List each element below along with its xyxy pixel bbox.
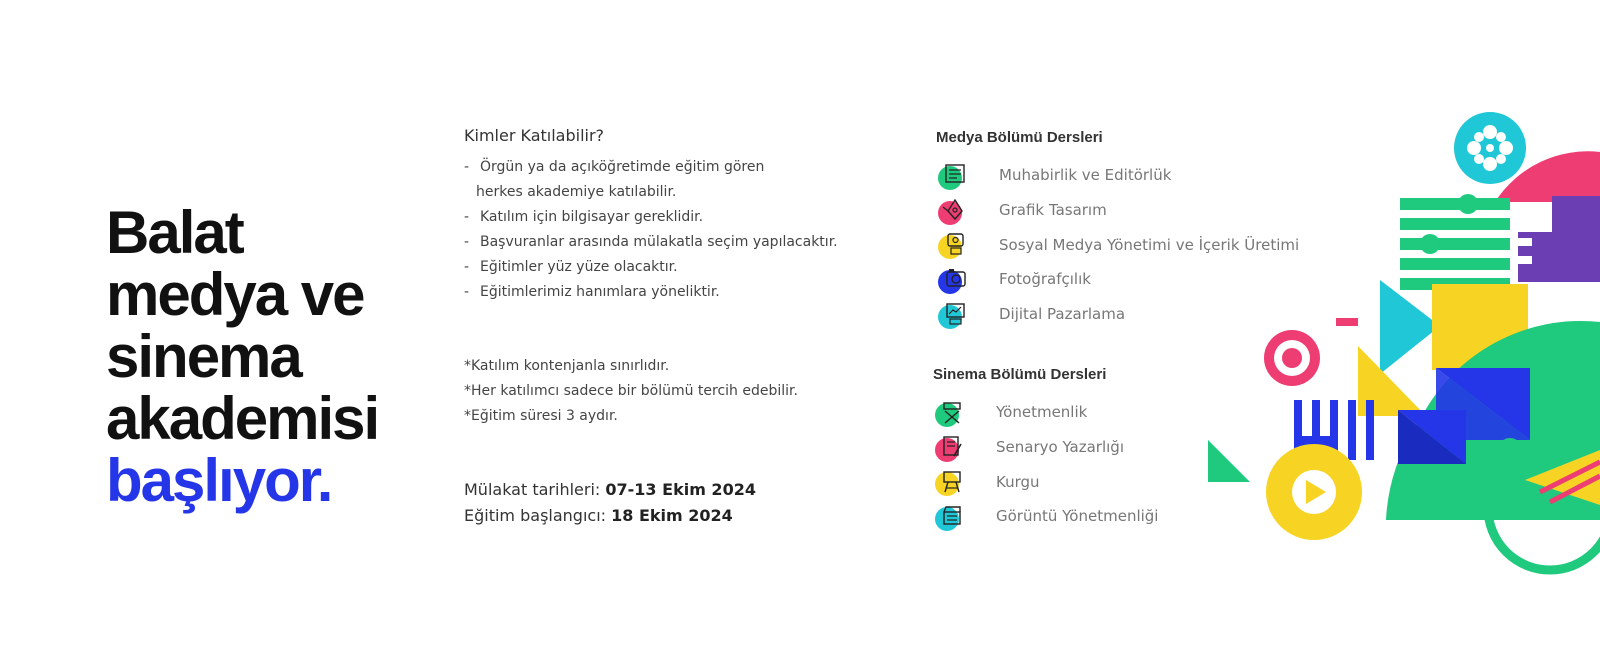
course-label: Sosyal Medya Yönetimi ve İçerik Üretimi <box>999 235 1300 254</box>
note-text: *Her katılımcı sadece bir bölümü tercih edebilir. <box>464 383 798 399</box>
start-label: Eğitim başlangıcı: <box>464 506 607 525</box>
list-item <box>464 280 894 305</box>
headline-line: Balat <box>106 199 243 266</box>
course-label: Fotoğrafçılık <box>999 270 1091 289</box>
list-item <box>464 155 894 205</box>
start-value: 18 Ekim 2024 <box>611 506 733 525</box>
eligibility-title: Kimler Katılabilir? <box>464 126 605 145</box>
clapperboard-icon <box>932 503 966 531</box>
interview-label: Mülakat tarihleri: <box>464 480 601 499</box>
eligibility-list <box>464 155 894 305</box>
course-label: Grafik Tasarım <box>999 201 1107 220</box>
bullet-dash: - <box>464 159 470 175</box>
list-item-text: Başvuranlar arasında mülakatla seçim yapılacaktır. <box>480 234 838 250</box>
list-item <box>464 230 894 255</box>
bullet-dash: - <box>464 259 470 275</box>
stripes-block <box>1400 194 1510 292</box>
note-text: *Katılım kontenjanla sınırlıdır. <box>464 358 670 374</box>
list-item-text: herkes akademiye katılabilir. <box>476 184 677 200</box>
course-label: Dijital Pazarlama <box>999 305 1126 324</box>
interview-value: 07-13 Ekim 2024 <box>605 480 756 499</box>
pen-tool-icon <box>935 197 969 225</box>
geometric-film-art-icon <box>1200 110 1600 590</box>
script-icon <box>932 434 966 462</box>
headline-line: akademisi <box>106 385 379 452</box>
note-text: *Eğitim süresi 3 aydır. <box>464 408 618 424</box>
course-label: Yönetmenlik <box>996 403 1088 422</box>
course-label: Kurgu <box>996 472 1040 491</box>
list-item <box>464 255 894 280</box>
bullet-dash: - <box>464 234 470 250</box>
course-label: Görüntü Yönetmenliği <box>996 507 1159 526</box>
course-label: Muhabirlik ve Editörlük <box>999 166 1172 185</box>
list-item-text: Eğitimler yüz yüze olacaktır. <box>480 259 678 275</box>
headline-accent: başlıyor. <box>106 447 332 514</box>
headline-line: sinema <box>106 323 301 390</box>
director-chair-icon <box>932 399 966 427</box>
start-date <box>464 503 756 529</box>
bullet-dash: - <box>464 209 470 225</box>
camera-icon <box>935 266 969 294</box>
headline <box>106 199 379 514</box>
course-label: Senaryo Yazarlığı <box>996 438 1124 457</box>
interview-dates <box>464 477 756 503</box>
notes-section <box>464 354 798 429</box>
bullet-dash: - <box>464 284 470 300</box>
eligibility-section <box>464 126 894 305</box>
headline-line: medya ve <box>106 261 364 328</box>
dates-section <box>464 477 756 529</box>
editing-icon <box>932 468 966 496</box>
cinema-section-title: Sinema Bölümü Dersleri <box>933 366 1107 383</box>
newspaper-icon <box>935 162 969 190</box>
list-item-text: Örgün ya da açıköğretimde eğitim gören <box>480 159 765 175</box>
list-item <box>464 205 894 230</box>
list-item-text: Katılım için bilgisayar gereklidir. <box>480 209 704 225</box>
digital-marketing-icon <box>935 301 969 329</box>
social-media-icon <box>935 231 969 259</box>
list-item-text: Eğitimlerimiz hanımlara yöneliktir. <box>480 284 720 300</box>
media-section-title: Medya Bölümü Dersleri <box>936 129 1103 146</box>
